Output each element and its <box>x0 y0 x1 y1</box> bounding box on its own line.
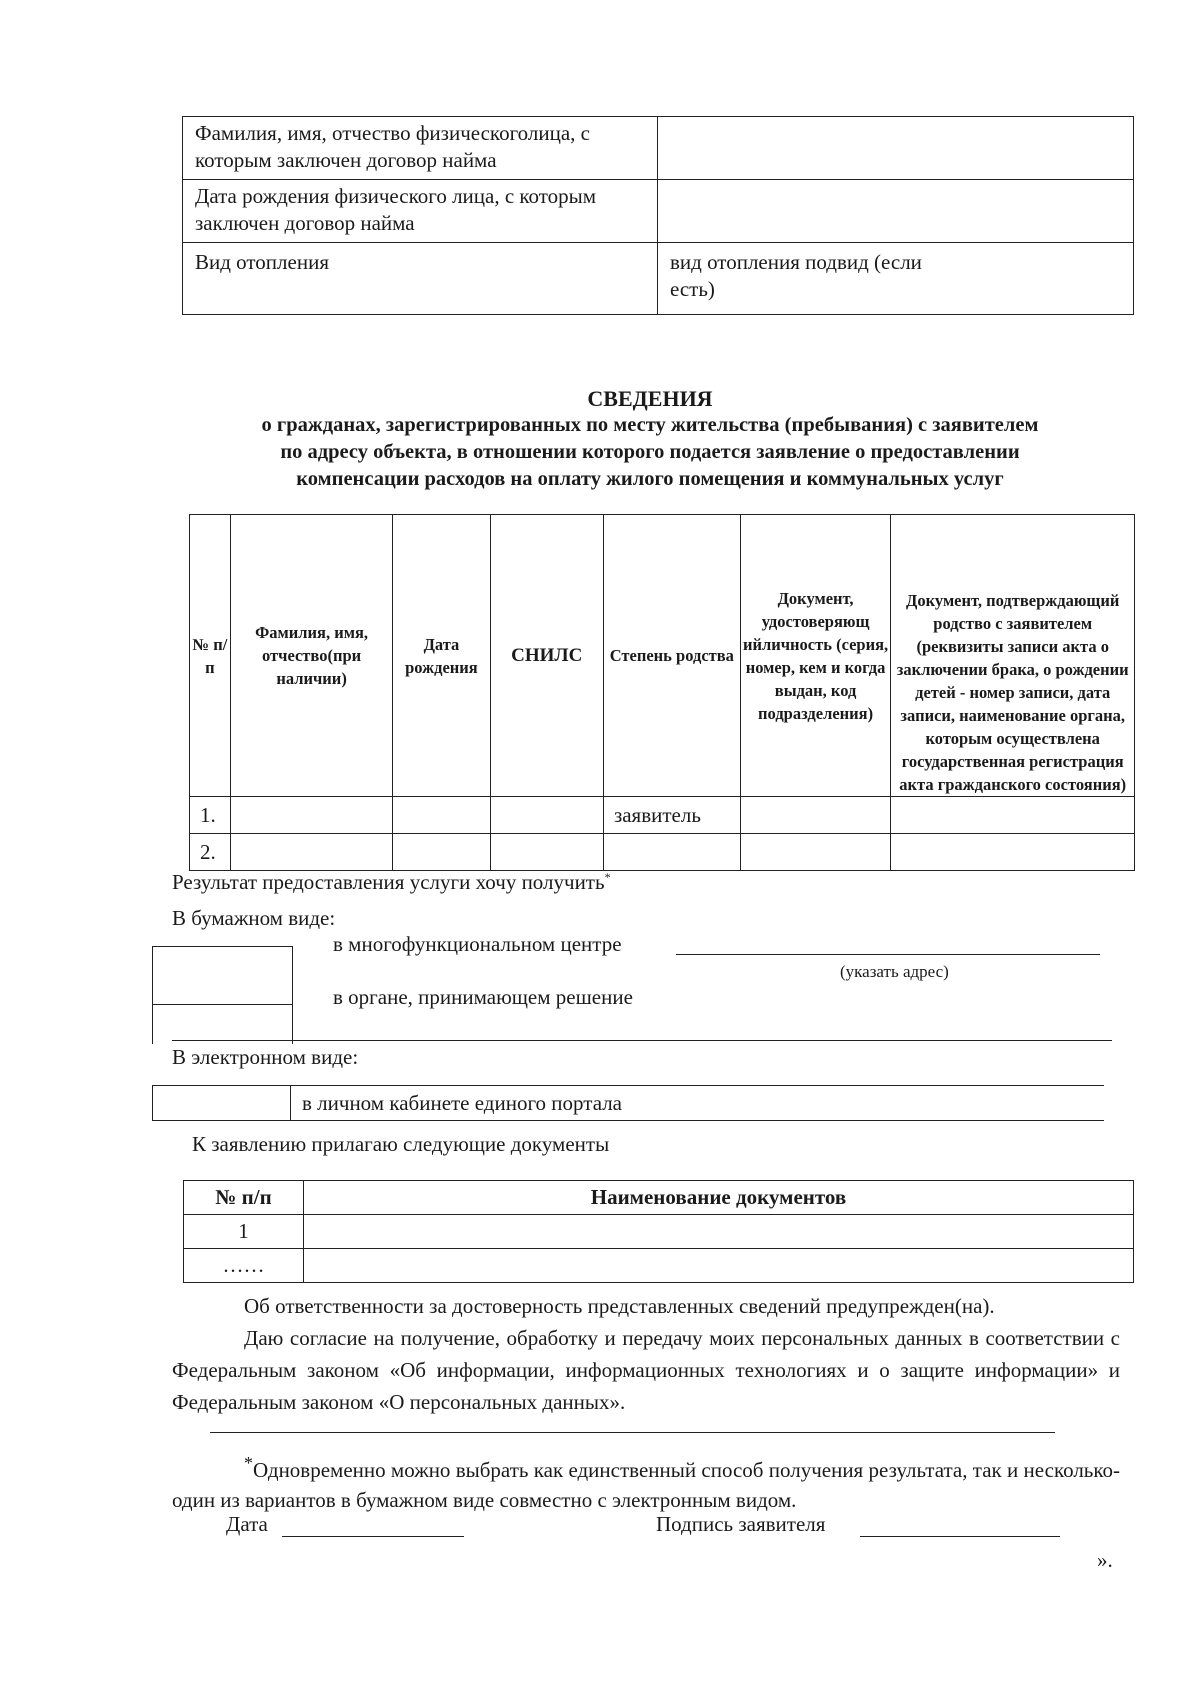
mfc-option-label: в многофункциональном центре <box>333 932 622 956</box>
footnote-divider <box>210 1432 1055 1433</box>
column-header: Степень родства <box>603 515 740 797</box>
table-cell: …… <box>184 1249 304 1283</box>
result-intro <box>172 870 611 895</box>
column-header: Наименование документов <box>304 1181 1134 1215</box>
address-hint: (указать адрес) <box>840 962 949 981</box>
table-header-row <box>190 515 1135 797</box>
table-row <box>183 117 1134 180</box>
column-header: Документ, подтверждающий родство с заявителем (реквизиты записи акта о заключении брака, о рождении детей - номер записи, дата записи, наименование органа, которым осуществлена государственная регистрация акта гражданского состояния) <box>891 515 1135 797</box>
table-cell[interactable] <box>490 797 603 834</box>
organ-option-label: в органе, принимающем решение <box>333 985 633 1009</box>
address-line[interactable] <box>676 954 1100 955</box>
signature-label: Подпись заявителя <box>656 1512 826 1536</box>
paper-label: В бумажном виде: <box>172 906 336 930</box>
row-value-field[interactable]: вид отопления подвид (если есть) <box>658 243 1134 315</box>
date-label: Дата <box>226 1512 268 1536</box>
section-subtitle-line: по адресу объекта, в отношении которого подается заявление о предоставлении <box>280 441 1020 463</box>
applicant-info-table <box>182 116 1134 315</box>
table-cell[interactable] <box>603 834 740 871</box>
table-cell[interactable] <box>740 797 891 834</box>
registered-citizens-table <box>189 514 1135 871</box>
table-cell[interactable] <box>393 834 490 871</box>
row-label: Вид отопления <box>183 243 658 315</box>
portal-checkbox[interactable] <box>154 1087 288 1119</box>
closing-quote: ». <box>1097 1548 1113 1572</box>
column-header: Дата рождения <box>393 515 490 797</box>
section-title: СВЕДЕНИЯ <box>587 386 713 411</box>
table-row <box>184 1215 1134 1249</box>
documents-table <box>183 1180 1134 1283</box>
table-cell: 1. <box>190 797 231 834</box>
column-header: № п/п <box>190 515 231 797</box>
column-header: СНИЛС <box>490 515 603 797</box>
column-header: Фамилия, имя, отчество(при наличии) <box>230 515 393 797</box>
column-header: № п/п <box>184 1181 304 1215</box>
table-cell[interactable] <box>393 797 490 834</box>
table-row <box>183 180 1134 243</box>
footnote <box>172 1448 1120 1515</box>
electronic-label: В электронном виде: <box>172 1045 359 1069</box>
table-cell[interactable] <box>304 1215 1134 1249</box>
documents-intro: К заявлению прилагаю следующие документы <box>192 1132 610 1156</box>
footnote-mark: * <box>244 1453 253 1473</box>
row-value-field[interactable] <box>658 180 1134 243</box>
responsibility-statement: Об ответственности за достоверность представленных сведений предупрежден(на). <box>244 1294 995 1318</box>
table-header-row <box>184 1181 1134 1215</box>
divider <box>172 1040 1112 1041</box>
table-cell[interactable]: заявитель <box>603 797 740 834</box>
table-cell[interactable] <box>891 797 1135 834</box>
footnote-ref: * <box>604 870 611 884</box>
row-value-field[interactable] <box>658 117 1134 180</box>
table-row <box>190 834 1135 871</box>
mfc-checkbox[interactable] <box>154 948 291 1003</box>
column-header: Документ, удостоверяющ ийличность (серия, номер, кем и когда выдан, код подразделения) <box>740 515 891 797</box>
signature-line[interactable] <box>860 1536 1060 1537</box>
table-cell[interactable] <box>230 834 393 871</box>
consent-statement: Даю согласие на получение, обработку и передачу моих персональных данных в соответствии с Федеральным законом «Об информации, информационных технологиях и о защите информации» и Федеральным законом «О персональных данных». <box>172 1326 1120 1414</box>
footnote-text: Одновременно можно выбрать как единственный способ получения результата, так и несколько-один из вариантов в бумажном виде совместно с электронным видом. <box>172 1458 1120 1512</box>
divider <box>152 1120 1104 1121</box>
table-cell[interactable] <box>740 834 891 871</box>
table-row <box>183 243 1134 315</box>
table-cell[interactable] <box>891 834 1135 871</box>
table-cell[interactable] <box>490 834 603 871</box>
portal-option-label: в личном кабинете единого портала <box>302 1091 623 1115</box>
organ-checkbox[interactable] <box>154 1006 291 1043</box>
table-row <box>190 797 1135 834</box>
section-subtitle-line: компенсации расходов на оплату жилого помещения и коммунальных услуг <box>296 468 1004 490</box>
table-cell[interactable] <box>230 797 393 834</box>
section-subtitle-line: о гражданах, зарегистрированных по месту жительства (пребывания) с заявителем <box>261 414 1039 436</box>
table-cell: 2. <box>190 834 231 871</box>
row-label: Фамилия, имя, отчество физическоголица, с которым заключен договор найма <box>183 117 658 180</box>
table-row <box>184 1249 1134 1283</box>
table-cell: 1 <box>184 1215 304 1249</box>
result-intro-text: Результат предоставления услуги хочу получить <box>172 870 605 894</box>
table-cell[interactable] <box>304 1249 1134 1283</box>
divider <box>152 1085 1104 1086</box>
row-label: Дата рождения физического лица, с которым заключен договор найма <box>183 180 658 243</box>
date-line[interactable] <box>282 1536 464 1537</box>
